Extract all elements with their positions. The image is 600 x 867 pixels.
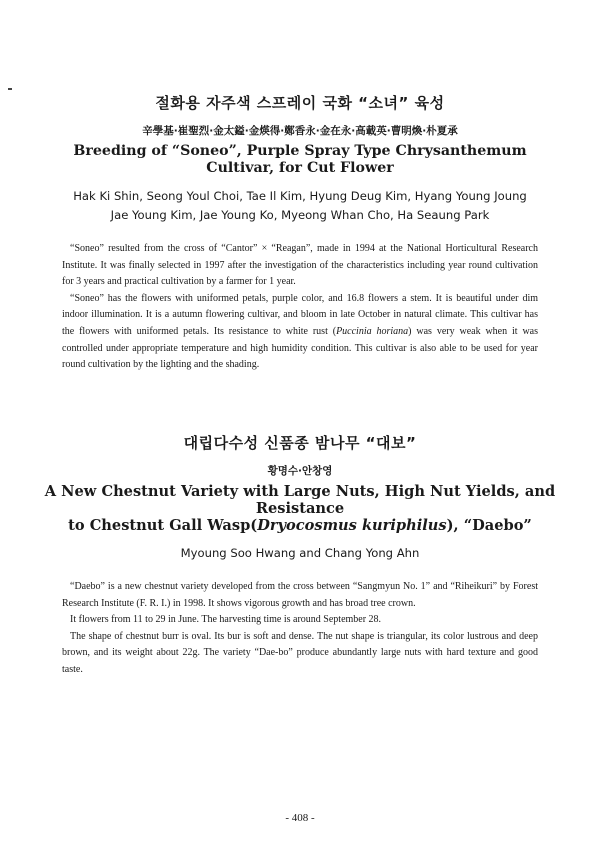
abstract [0,241,600,374]
english-authors [0,187,600,225]
species-name: Dryocosmus kuriphilus [257,517,447,534]
english-title-line2: Cultivar, for Cut Flower [206,160,394,176]
english-title-line2 [68,517,532,534]
title-text: to Chestnut Gall Wasp( [68,517,258,534]
abstract-paragraph [62,291,538,374]
english-authors: Myoung Soo Hwang and Chang Yong Ahn [180,546,420,560]
english-title-line1: Breeding of “Soneo”, Purple Spray Type Chrysanthemum [73,143,527,159]
korean-title: 절화용 자주색 스프레이 국화 “소녀” 육성 [155,94,445,112]
korean-authors: 辛學基·崔聖烈·金太鎰·金煐得·鄭香永·金在永·高載英·曹明煥·朴夏承 [142,125,458,137]
korean-title: 대립다수성 신품종 밤나무 “대보” [183,434,417,452]
english-title [0,483,600,534]
margin-mark [8,88,12,90]
title-text: ), “Daebo” [446,517,532,534]
article-daebo [0,432,600,679]
species-name: Puccinia horiana [336,325,409,337]
abstract-paragraph: It flowers from 11 to 29 in June. The harvesting time is around September 28. [70,614,382,626]
abstract-paragraph: “Soneo” resulted from the cross of “Cantor” × “Reagan”, made in 1994 at the National Horticultural Research Institute. It was finally selected in 1997 after the investigation of the characteristics including year round cultivation for 3 years and practical cultivation by a farmer for 1 year. [62,243,538,288]
korean-authors: 황명수·안창영 [267,465,333,477]
english-authors-line2: Jae Young Kim, Jae Young Ko, Myeong Whan Cho, Ha Seaung Park [110,208,490,222]
page-number: - 408 - [285,812,315,824]
abstract-paragraph: The shape of chestnut burr is oval. Its bur is soft and dense. The nut shape is triangular, its color lustrous and deep brown, and its weight about 22g. The variety “Dae-bo” produce abundantly large nuts with hard texture and good taste. [62,630,538,675]
abstract-paragraph: “Daebo” is a new chestnut variety developed from the cross between “Sangmyun No. 1” and “Riheikuri” by Forest Research Institute (F. R. I.) in 1998. It shows vigorous growth and has broad tree crown. [62,581,538,609]
english-authors-line1: Hak Ki Shin, Seong Youl Choi, Tae Il Kim, Hyung Deug Kim, Hyang Young Joung [73,189,527,203]
abstract-text: ) was very weak when it was controlled under appropriate temperature and high humidity condition. This cultivar is also able to be used for year round cultivation by the lighting and the shading. [62,325,538,371]
english-title [0,143,600,177]
english-title-line1: A New Chestnut Variety with Large Nuts, High Nut Yields, and Resistance [44,483,556,517]
abstract-text: “Soneo” has the flowers with uniformed petals, purple color, and 16.8 flowers a stem. It is beautiful under dim indoor illumination. It is a autumn flowering cultivar, and bloom in late October in natural climate. This cultivar has the flowers with uniformed petals. Its resistance to white rust ( [62,292,538,337]
article-soneo [0,92,600,374]
abstract [0,579,600,679]
